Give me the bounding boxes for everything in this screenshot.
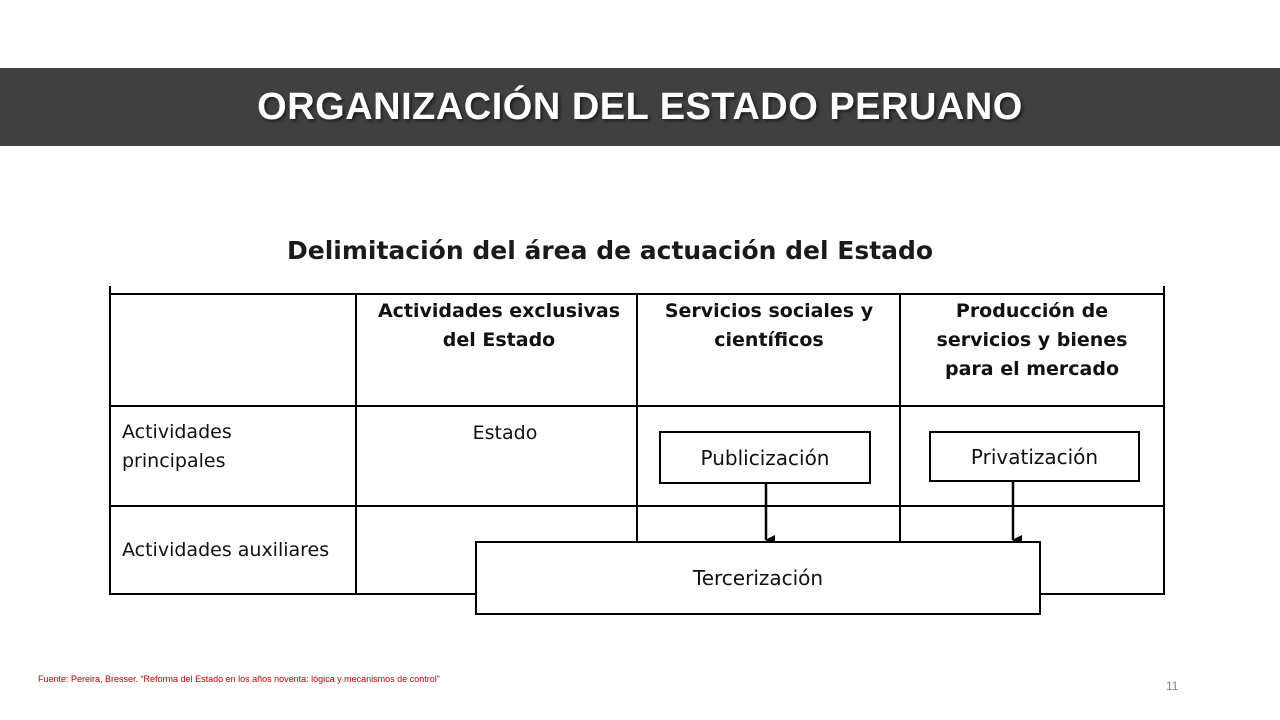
diagram-title: Delimitación del área de actuación del Estado <box>287 236 934 265</box>
row-label-principal: Actividades principales <box>122 421 232 472</box>
row-label-auxiliary: Actividades auxiliares <box>122 539 330 561</box>
column-header-social: Servicios sociales y científicos <box>664 300 874 351</box>
slide-title: ORGANIZACIÓN DEL ESTADO PERUANO <box>257 85 1023 128</box>
source-citation: Fuente: Pereira, Bresser. “Reforma del Estado en los años noventa: lógica y mecanismos de control” <box>38 674 440 684</box>
tercerizacion-box: Tercerización <box>475 541 1041 615</box>
column-header-market: Producción de servicios y bienes para el mercado <box>936 300 1128 380</box>
cell-estado: Estado <box>472 422 538 444</box>
column-header-exclusive: Actividades exclusivas del Estado <box>377 300 621 351</box>
privatizacion-box: Privatización <box>929 431 1140 482</box>
page-number: 11 <box>1166 679 1179 693</box>
publicizacion-box: Publicización <box>659 431 871 484</box>
